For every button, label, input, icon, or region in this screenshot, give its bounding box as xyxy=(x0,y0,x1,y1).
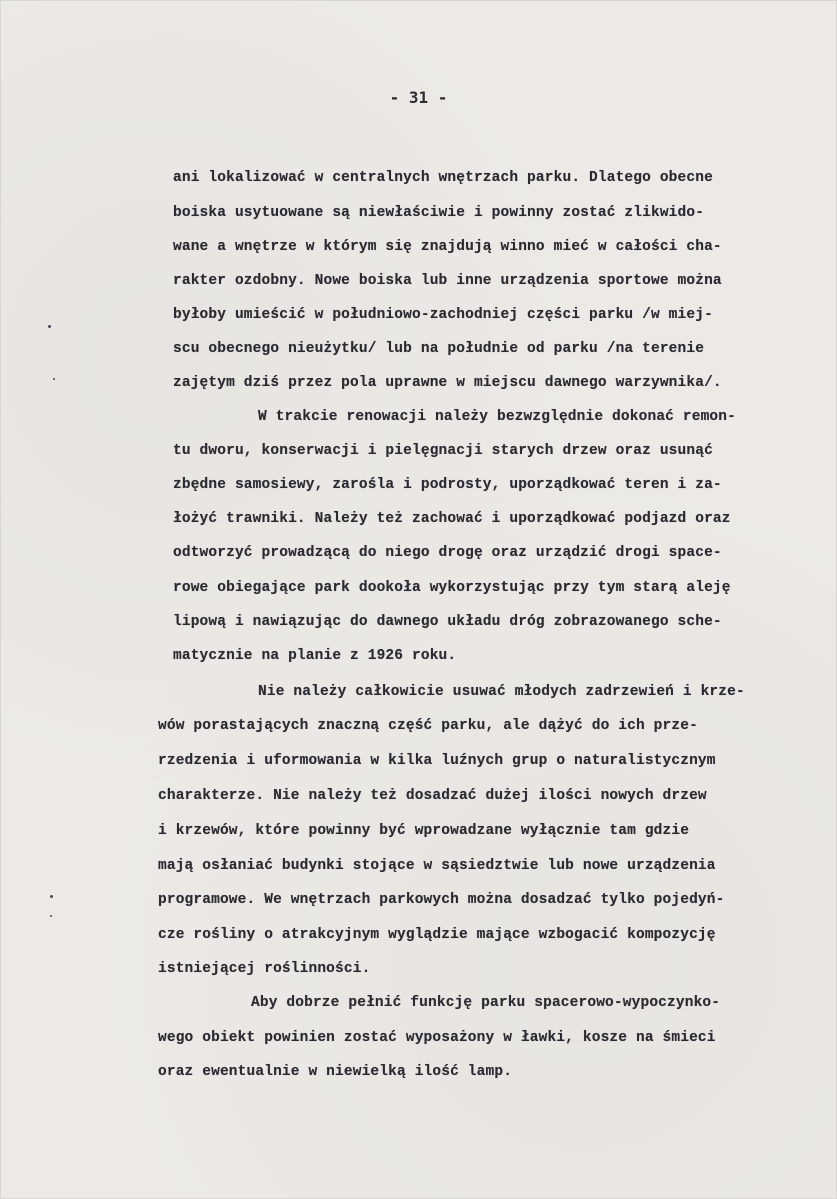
text-line: matycznie na planie z 1926 roku. xyxy=(173,648,457,664)
text-line: istniejącej roślinności. xyxy=(158,961,371,977)
text-line: odtworzyć prowadzącą do niego drogę oraz urządzić drogi space- xyxy=(173,545,722,561)
page-number: - 31 - xyxy=(389,88,448,107)
text-line: rowe obiegające park dookoła wykorzystując przy tym starą aleję xyxy=(173,580,731,596)
text-line: tu dworu, konserwacji i pielęgnacji starych drzew oraz usunąć xyxy=(173,443,713,459)
text-line: wów porastających znaczną część parku, ale dążyć do ich prze- xyxy=(158,718,698,734)
text-line: oraz ewentualnie w niewielką ilość lamp. xyxy=(158,1064,513,1080)
text-line: i krzewów, które powinny być wprowadzane wyłącznie tam gdzie xyxy=(158,823,690,839)
text-line: programowe. We wnętrzach parkowych można dosadzać tylko pojedyń- xyxy=(158,892,725,908)
text-line: mają osłaniać budynki stojące w sąsiedztwie lub nowe urządzenia xyxy=(158,858,716,874)
text-line: Nie należy całkowicie usuwać młodych zadrzewień i krze- xyxy=(258,684,745,700)
text-line: scu obecnego nieużytku/ lub na południe od parku /na terenie xyxy=(173,341,705,357)
text-line: zajętym dziś przez pola uprawne w miejscu dawnego warzywnika/. xyxy=(173,375,722,391)
text-line: Aby dobrze pełnić funkcję parku spacerowo-wypoczynko- xyxy=(251,995,721,1011)
scan-speck xyxy=(50,895,53,898)
text-line: byłoby umieścić w południowo-zachodniej części parku /w miej- xyxy=(173,307,713,323)
text-line: W trakcie renowacji należy bezwzględnie dokonać remon- xyxy=(258,409,736,425)
text-line: łożyć trawniki. Należy też zachować i uporządkować podjazd oraz xyxy=(173,511,731,527)
text-line: charakterze. Nie należy też dosadzać dużej ilości nowych drzew xyxy=(158,788,707,804)
text-line: lipową i nawiązując do dawnego układu dróg zobrazowanego sche- xyxy=(173,614,722,630)
text-line: rzedzenia i uformowania w kilka luźnych grup o naturalistycznym xyxy=(158,753,716,769)
text-line: boiska usytuowane są niewłaściwie i powinny zostać zlikwido- xyxy=(173,205,705,221)
scan-speck xyxy=(53,378,55,380)
text-line: ani lokalizować w centralnych wnętrzach parku. Dlatego obecne xyxy=(173,170,713,186)
text-line: wane a wnętrze w którym się znajdują winno mieć w całości cha- xyxy=(173,239,722,255)
text-line: cze rośliny o atrakcyjnym wyglądzie mające wzbogacić kompozycję xyxy=(158,927,716,943)
text-line: rakter ozdobny. Nowe boiska lub inne urządzenia sportowe można xyxy=(173,273,722,289)
text-line: wego obiekt powinien zostać wyposażony w ławki, kosze na śmieci xyxy=(158,1030,716,1046)
scan-speck xyxy=(48,325,51,328)
scan-speck xyxy=(50,915,52,917)
text-line: zbędne samosiewy, zarośla i podrosty, uporządkować teren i za- xyxy=(173,477,722,493)
